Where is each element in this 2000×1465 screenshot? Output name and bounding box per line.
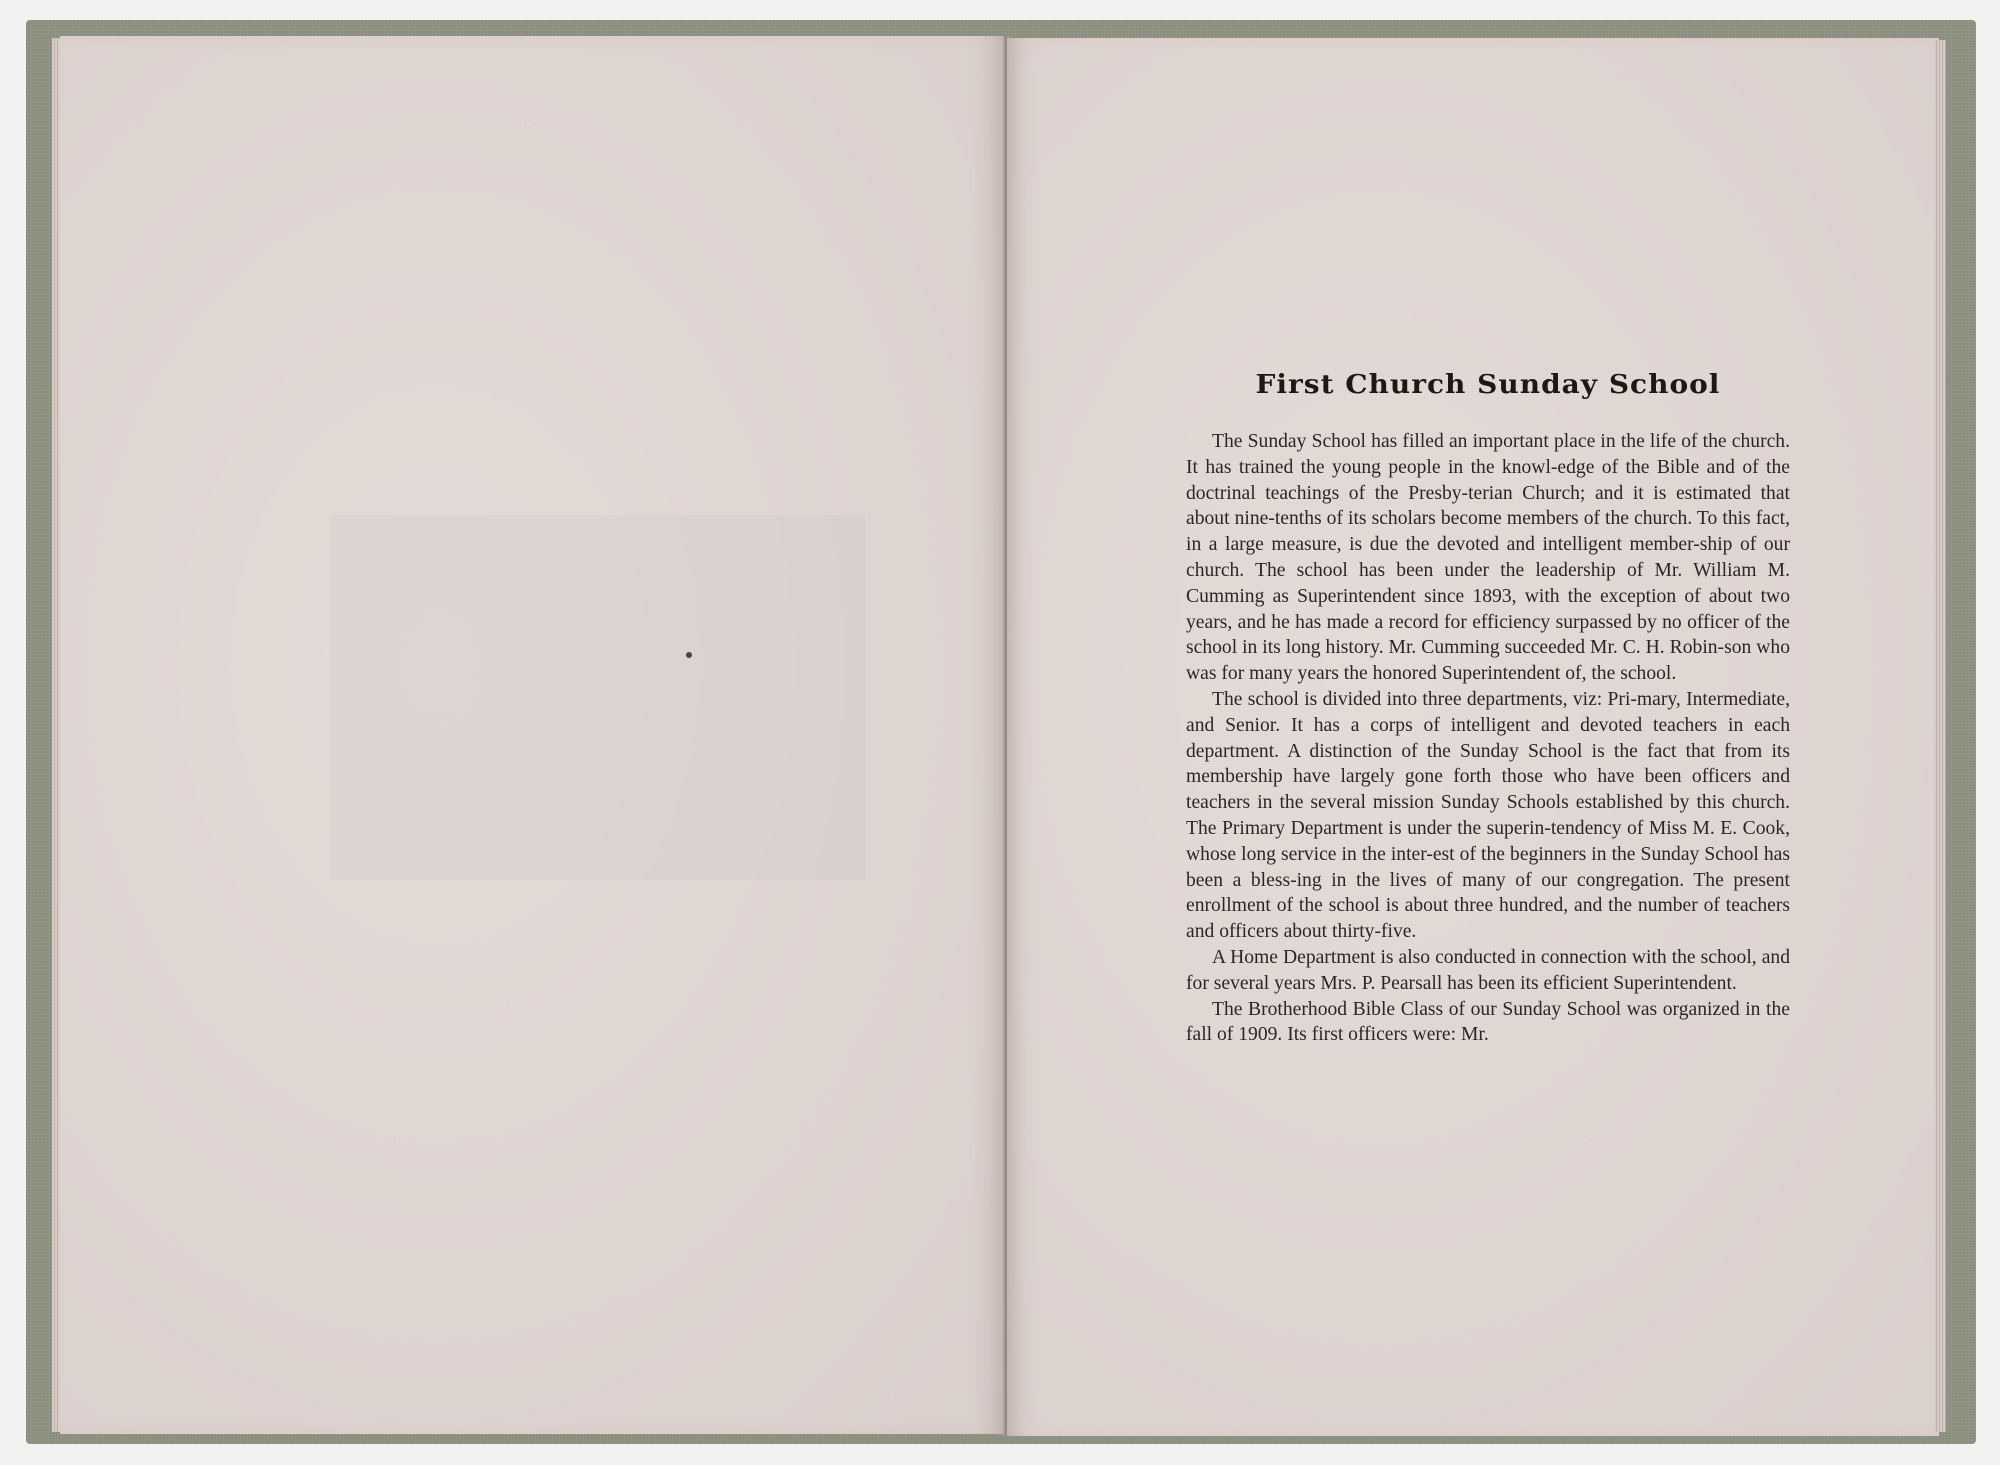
paragraph-3: A Home Department is also conducted in connection with the school, and for several years Mrs. P. Pearsall has been its efficient Superintendent.	[1186, 946, 1790, 994]
right-page-edges	[1934, 40, 1946, 1432]
right-page-text	[1186, 368, 1790, 1048]
paragraph-2: The school is divided into three departments, viz: Pri-mary, Intermediate, and Senior. It has a corps of intelligent and devoted teachers in each department. A distinction of the Sunday School is the fact that from its membership have largely gone forth those who have been officers and teachers in the several mission Sunday Schools established by this church. The Primary Department is under the superin-tendency of Miss M. E. Cook, whose long service in the inter-est of the beginners in the Sunday School has been a bless-ing in the lives of many of our congregation. The present enrollment of the school is about three hundred, and the number of teachers and officers about thirty-five.	[1186, 688, 1790, 943]
page-heading: First Church Sunday School	[1255, 369, 1721, 400]
paragraph-4: The Brotherhood Bible Class of our Sunday School was organized in the fall of 1909. Its first officers were: Mr.	[1186, 998, 1790, 1046]
paragraph-1: The Sunday School has filled an important place in the life of the church. It has trained the young people in the knowl-edge of the Bible and of the doctrinal teachings of the Presby-terian Church; and it is estimated that about nine-tenths of its scholars become members of the church. To this fact, in a large measure, is due the devoted and intelligent member-ship of our church. The school has been under the leadership of Mr. William M. Cumming as Superintendent since 1893, with the exception of about two years, and he has made a record for efficiency surpassed by no officer of the school in its long history. Mr. Cumming succeeded Mr. C. H. Robin-son who was for many years the honored Superintendent of, the school.	[1186, 431, 1790, 685]
paper-speck	[686, 652, 692, 658]
show-through-plate	[330, 515, 865, 880]
